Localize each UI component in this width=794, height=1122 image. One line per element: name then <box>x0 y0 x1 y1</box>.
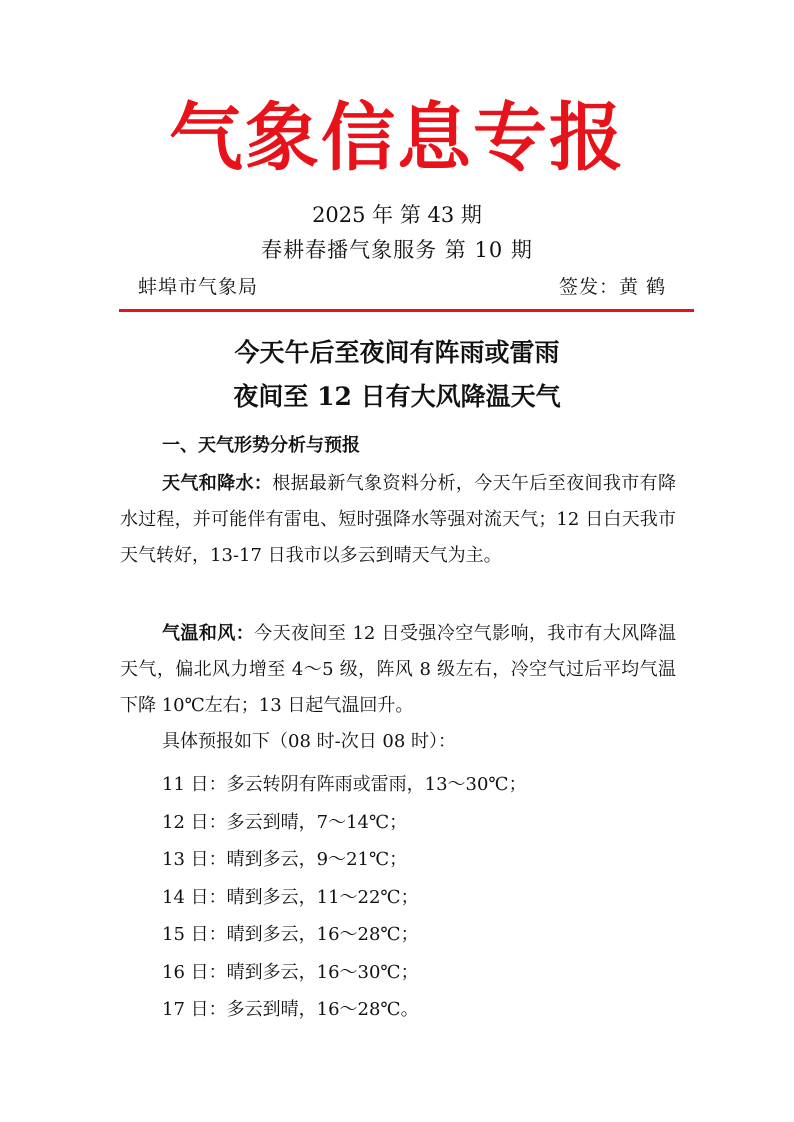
precipitation-label: 天气和降水： <box>162 473 273 494</box>
forecast-list <box>162 766 527 1029</box>
headline-line-2: 夜间至 12 日有大风降温天气 <box>233 382 561 411</box>
temperature-wind-text: 今天夜间至 12 日受强冷空气影响，我市有大风降温天气，偏北风力增至 4～5 级，阵风 8 级左右，冷空气过后平均气温下降 10℃左右；13 日起气温回升。 <box>120 623 676 716</box>
issue-number: 2025 年 第 43 期 <box>312 203 482 227</box>
precipitation-paragraph <box>120 466 676 574</box>
precipitation-text: 根据最新气象资料分析，今天午后至夜间我市有降水过程，并可能伴有雷电、短时强降水等强对流天气；12 日白天我市天气转好，13-17 日我市以多云到晴天气为主。 <box>120 473 677 566</box>
temperature-wind-paragraph <box>120 616 676 724</box>
series-issue-number: 春耕春播气象服务 第 10 期 <box>261 238 533 262</box>
issuer-name: 蚌埠市气象局 <box>138 276 259 298</box>
issuer-row <box>138 273 666 301</box>
forecast-item: 11 日：多云转阴有阵雨或雷雨，13～30℃； <box>162 774 527 795</box>
section-heading: 一、天气形势分析与预报 <box>162 435 360 456</box>
forecast-intro: 具体预报如下（08 时-次日 08 时）： <box>162 731 457 752</box>
masthead-title: 气象信息专报 <box>169 95 625 181</box>
forecast-item: 16 日：晴到多云，16～30℃； <box>162 961 419 983</box>
forecast-item: 17 日：多云到晴，16～28℃。 <box>162 999 419 1020</box>
forecast-item: 15 日：晴到多云，16～28℃； <box>162 924 419 945</box>
forecast-item: 12 日：多云到晴，7～14℃； <box>162 811 408 833</box>
red-divider-rule <box>119 309 694 312</box>
temperature-wind-label: 气温和风： <box>162 623 255 644</box>
forecast-item: 13 日：晴到多云，9～21℃； <box>162 849 408 870</box>
headline-line-1: 今天午后至夜间有阵雨或雷雨 <box>234 338 560 367</box>
signer-name: 签发：黄 鹤 <box>558 276 666 298</box>
forecast-item: 14 日：晴到多云，11～22℃； <box>162 886 419 908</box>
